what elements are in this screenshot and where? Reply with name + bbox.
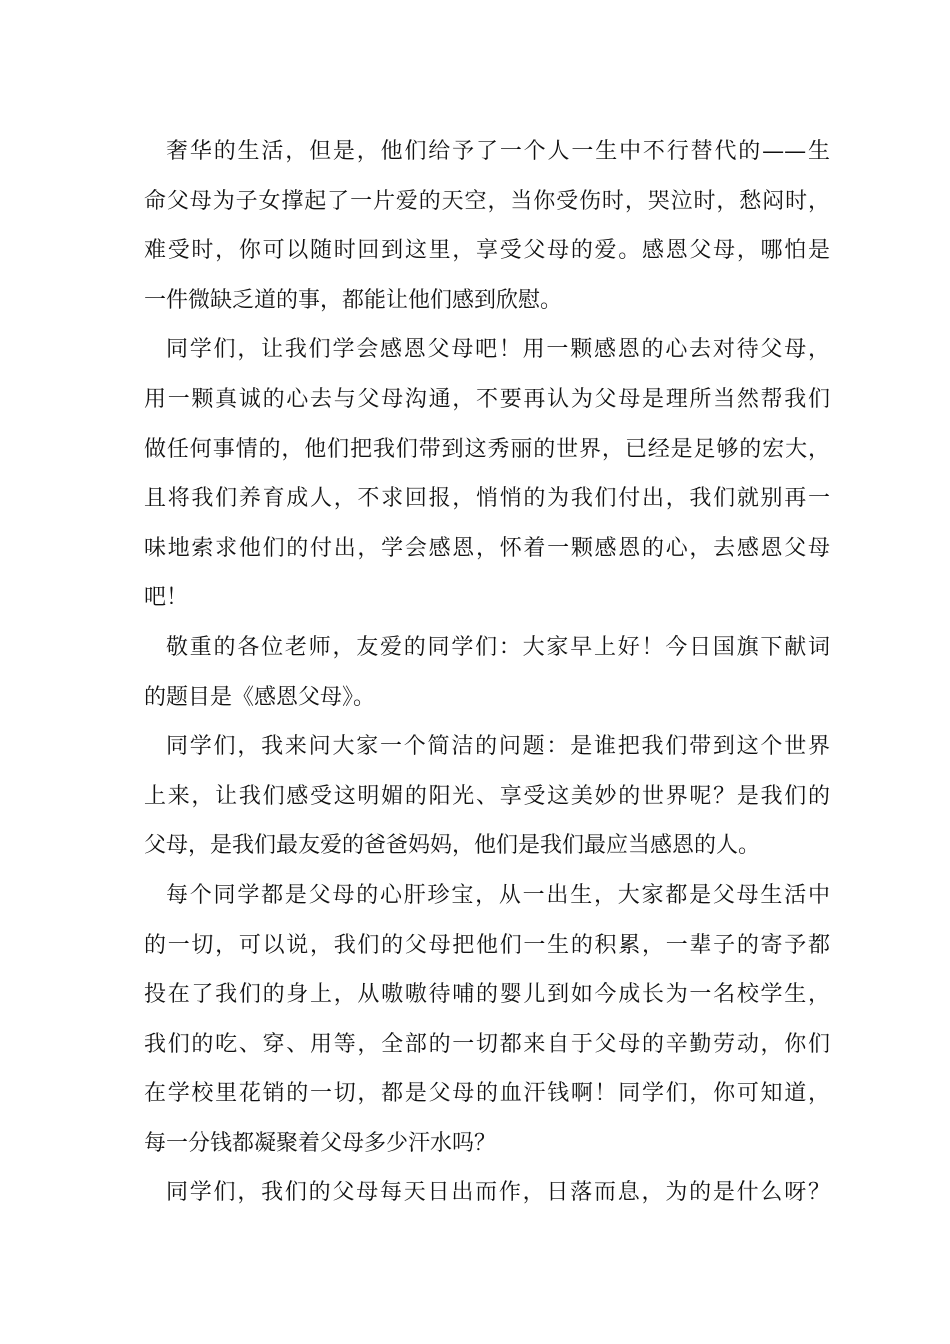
text-line: 上来，让我们感受这明媚的阳光、享受这美妙的世界呢？是我们的 — [144, 783, 830, 809]
text-line: 同学们，我来问大家一个简洁的问题：是谁把我们带到这个世界 — [166, 734, 830, 760]
text-line: 同学们，让我们学会感恩父母吧！用一颗感恩的心去对待父母， — [166, 337, 830, 363]
text-line: 我们的吃、穿、用等，全部的一切都来自于父母的辛勤劳动，你们 — [144, 1031, 830, 1057]
text-line: 敬重的各位老师，友爱的同学们：大家早上好！今日国旗下献词 — [166, 634, 830, 660]
text-line: 难受时，你可以随时回到这里，享受父母的爱。感恩父母，哪怕是 — [144, 238, 830, 264]
text-line: 奢华的生活，但是，他们给予了一个人一生中不行替代的——生 — [166, 139, 830, 164]
text-line: 做任何事情的，他们把我们带到这秀丽的世界，已经是足够的宏大， — [144, 436, 830, 462]
text-line: 用一颗真诚的心去与父母沟通，不要再认为父母是理所当然帮我们 — [144, 386, 830, 412]
text-line: 的题目是《感恩父母》。 — [144, 684, 376, 710]
text-line: 味地索求他们的付出，学会感恩，怀着一颗感恩的心，去感恩父母 — [144, 535, 830, 561]
text-line: 父母，是我们最友爱的爸爸妈妈，他们是我们最应当感恩的人。 — [144, 833, 761, 859]
document-body — [144, 127, 830, 1218]
text-line: 一件微缺乏道的事，都能让他们感到欣慰。 — [144, 287, 563, 313]
text-line: 吧！ — [144, 585, 189, 611]
text-line: 每一分钱都凝聚着父母多少汗水吗？ — [144, 1130, 497, 1156]
text-line: 同学们，我们的父母每天日出而作，日落而息，为的是什么呀？ — [166, 1180, 830, 1206]
text-line: 的一切，可以说，我们的父母把他们一生的积累，一辈子的寄予都 — [144, 932, 830, 958]
text-line: 命父母为子女撑起了一片爱的天空，当你受伤时，哭泣时，愁闷时， — [144, 188, 830, 214]
text-line: 在学校里花销的一切，都是父母的血汗钱啊！同学们，你可知道， — [144, 1081, 830, 1107]
text-line: 投在了我们的身上，从嗷嗷待哺的婴儿到如今成长为一名校学生， — [144, 982, 830, 1008]
text-line: 且将我们养育成人，不求回报，悄悄的为我们付出，我们就别再一 — [144, 486, 830, 512]
text-line: 每个同学都是父母的心肝珍宝，从一出生，大家都是父母生活中 — [166, 882, 830, 908]
